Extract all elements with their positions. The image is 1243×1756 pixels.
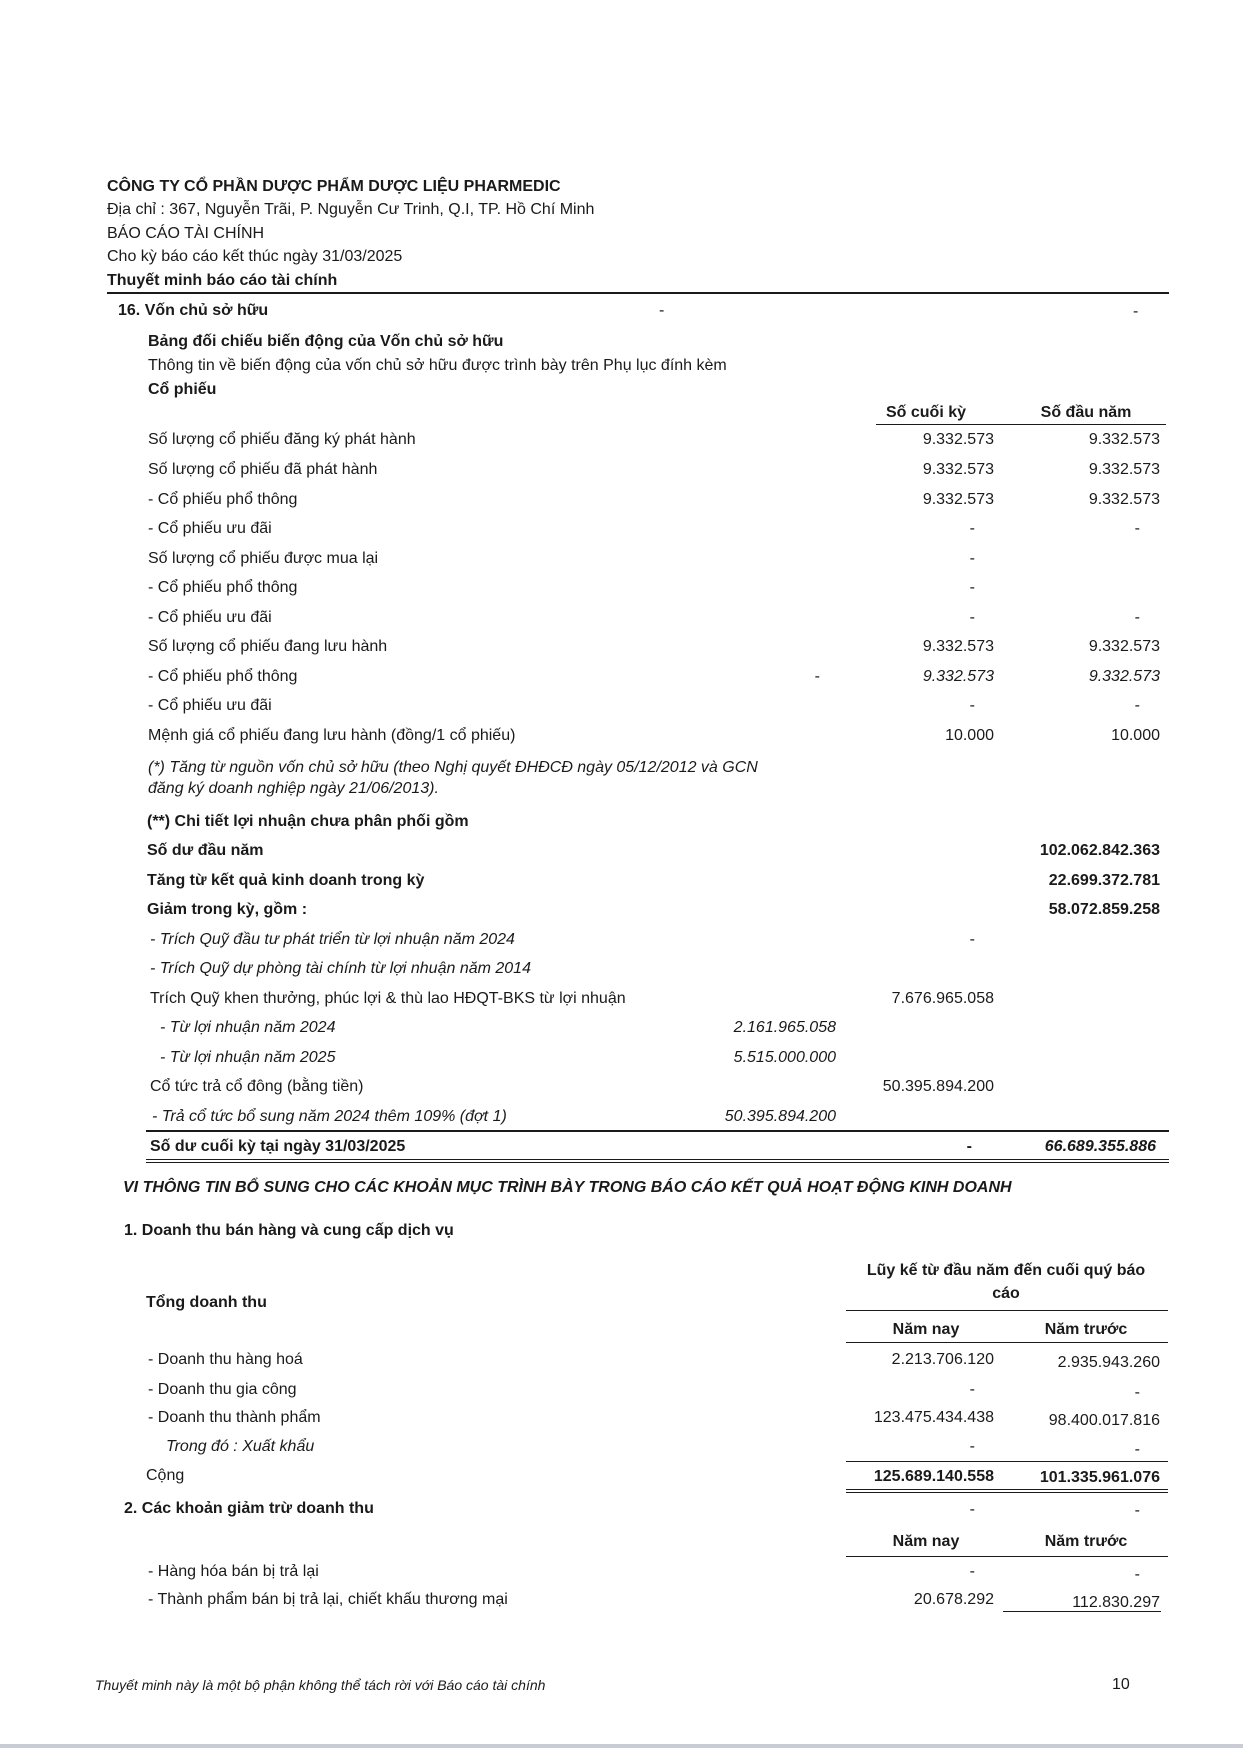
cumulative-header-line-1: Lũy kế từ đầu năm đến cuối quý báo xyxy=(866,1262,1146,1279)
revenue-row-previous-year: 2.935.943.260 xyxy=(1057,1354,1160,1371)
profit-row-label: Giảm trong kỳ, gồm : xyxy=(147,901,308,918)
profit-row-total-amount: 22.699.372.781 xyxy=(1048,872,1160,889)
revenue-row-label: - Doanh thu hàng hoá xyxy=(148,1351,303,1368)
revenue-sum-this-year: 125.689.140.558 xyxy=(873,1468,994,1485)
revenue-row-this-year: - xyxy=(969,1438,975,1455)
profit-row-period-amount: 50.395.894.200 xyxy=(882,1078,994,1095)
sum-rule-bottom-2 xyxy=(846,1492,1168,1493)
equity-reconciliation-text: Thông tin về biến động của vốn chủ sở hữu được trình bày trên Phụ lục đính kèm xyxy=(148,357,727,374)
note-2-heading: (**) Chi tiết lợi nhuận chưa phân phối gồm xyxy=(147,813,469,830)
shares-row-start: - xyxy=(1134,697,1140,714)
header-rule xyxy=(107,292,1169,294)
note-1-line-2: đăng ký doanh nghiệp ngày 21/06/2013). xyxy=(148,780,439,797)
shares-row-end: 9.332.573 xyxy=(922,638,994,655)
equity-reconciliation-heading: Bảng đối chiếu biến động của Vốn chủ sở hữu xyxy=(148,333,504,350)
heading-dash-right: - xyxy=(1133,303,1139,320)
report-period: Cho kỳ báo cáo kết thúc ngày 31/03/2025 xyxy=(107,248,403,265)
footer-note: Thuyết minh này là một bộ phận không thể tách rời với Báo cáo tài chính xyxy=(95,1677,546,1693)
heading-dash-mid: - xyxy=(659,302,665,319)
deduction-row-previous-year: - xyxy=(1134,1566,1140,1583)
deduction-row-this-year: 20.678.292 xyxy=(913,1591,994,1608)
shares-row-end: - xyxy=(969,520,975,537)
shares-row-end: 9.332.573 xyxy=(922,461,994,478)
profit-row-label: Cổ tức trả cổ đông (bằng tiền) xyxy=(150,1078,364,1095)
profit-row-label: Số dư đầu năm xyxy=(147,842,264,859)
col-header-end-of-period: Số cuối kỳ xyxy=(885,404,967,421)
report-title: BÁO CÁO TÀI CHÍNH xyxy=(107,225,265,242)
closing-rule-bottom-2 xyxy=(146,1162,1169,1163)
col-header-previous-year: Năm trước xyxy=(1044,1321,1128,1338)
shares-row-label: Số lượng cổ phiếu đăng ký phát hành xyxy=(148,431,416,448)
shares-row-label: - Cổ phiếu ưu đãi xyxy=(148,609,272,626)
shares-row-start: 9.332.573 xyxy=(1088,638,1160,655)
shares-row-label: Số lượng cổ phiếu đang lưu hành xyxy=(148,638,388,655)
deduction-row-label: - Thành phẩm bán bị trả lại, chiết khấu thương mại xyxy=(148,1591,508,1608)
revenue-row-this-year: - xyxy=(969,1381,975,1398)
revenue-row-label: - Doanh thu gia công xyxy=(148,1381,297,1398)
shares-row-label: - Cổ phiếu phổ thông xyxy=(148,579,298,596)
shares-row-label: Mệnh giá cổ phiếu đang lưu hành (đồng/1 cổ phiếu) xyxy=(148,727,516,744)
shares-row-end: 9.332.573 xyxy=(922,668,994,685)
shares-row-label: - Cổ phiếu ưu đãi xyxy=(148,697,272,714)
profit-row-label: Trích Quỹ khen thưởng, phúc lợi & thù lao HĐQT-BKS từ lợi nhuận xyxy=(150,990,626,1007)
shares-row-end: - xyxy=(969,550,975,567)
profit-row-label: Tăng từ kết quả kinh doanh trong kỳ xyxy=(147,872,425,889)
shares-row-label: - Cổ phiếu phổ thông xyxy=(148,491,298,508)
deductions-heading: 2. Các khoản giảm trừ doanh thu xyxy=(124,1500,374,1517)
revenue-row-label: Trong đó : Xuất khẩu xyxy=(166,1438,315,1455)
page-number: 10 xyxy=(1112,1676,1130,1693)
company-address: Địa chỉ : 367, Nguyễn Trãi, P. Nguyễn Cư Trinh, Q.I, TP. Hồ Chí Minh xyxy=(107,201,595,218)
profit-row-sub-amount: 50.395.894.200 xyxy=(724,1108,836,1125)
col-header-beginning-of-year: Số đầu năm xyxy=(1040,404,1132,421)
shares-heading: Cổ phiếu xyxy=(148,381,217,398)
shares-row-start: 9.332.573 xyxy=(1088,431,1160,448)
shares-row-start: - xyxy=(1134,609,1140,626)
profit-row-label: - Trích Quỹ dự phòng tài chính từ lợi nhuận năm 2014 xyxy=(150,960,531,977)
profit-row-label: - Trích Quỹ đầu tư phát triển từ lợi nhuận năm 2024 xyxy=(150,931,515,948)
section-title: Thuyết minh báo cáo tài chính xyxy=(107,272,338,289)
closing-rule-top xyxy=(146,1130,1169,1132)
profit-row-label: - Từ lợi nhuận năm 2024 xyxy=(160,1019,336,1036)
sum-rule-top xyxy=(846,1461,1168,1462)
note-1-line-1: (*) Tăng từ nguồn vốn chủ sở hữu (theo Nghị quyết ĐHĐCĐ ngày 05/12/2012 và GCN xyxy=(148,759,758,776)
revenue-sum-label: Cộng xyxy=(146,1467,185,1484)
revenue-row-this-year: 123.475.434.438 xyxy=(873,1409,994,1426)
shares-row-end: - xyxy=(969,579,975,596)
shares-row-end: 10.000 xyxy=(945,727,994,744)
revenue-row-previous-year: - xyxy=(1134,1441,1140,1458)
shares-row-start: 9.332.573 xyxy=(1088,461,1160,478)
deductions-col-this-year: Năm nay xyxy=(892,1533,960,1550)
cumulative-header-line-2: cáo xyxy=(992,1285,1020,1302)
revenue-row-label: - Doanh thu thành phẩm xyxy=(148,1409,321,1426)
revenue-heading: 1. Doanh thu bán hàng và cung cấp dịch vụ xyxy=(124,1222,454,1239)
shares-row-mid: - xyxy=(814,668,820,685)
col-header-this-year: Năm nay xyxy=(892,1321,960,1338)
closing-rule-bottom-1 xyxy=(146,1159,1169,1160)
shares-row-end: 9.332.573 xyxy=(922,431,994,448)
deduction-row-previous-year: 112.830.297 xyxy=(1072,1594,1160,1611)
deductions-header-rule xyxy=(846,1556,1168,1557)
profit-row-label: - Trả cổ tức bổ sung năm 2024 thêm 109% (đợt 1) xyxy=(152,1108,507,1125)
cumulative-header-rule xyxy=(846,1310,1168,1311)
profit-row-period-amount: 7.676.965.058 xyxy=(891,990,994,1007)
closing-balance-value: 66.689.355.886 xyxy=(1044,1138,1156,1155)
shares-row-start: 9.332.573 xyxy=(1088,491,1160,508)
total-revenue-label: Tổng doanh thu xyxy=(146,1294,267,1311)
shares-row-label: Số lượng cổ phiếu được mua lại xyxy=(148,550,379,567)
revenue-row-previous-year: 98.400.017.816 xyxy=(1048,1412,1160,1429)
col-header-rule-2 xyxy=(846,1342,1168,1343)
closing-balance-label: Số dư cuối kỳ tại ngày 31/03/2025 xyxy=(150,1138,406,1155)
company-name: CÔNG TY CỔ PHẦN DƯỢC PHẨM DƯỢC LIỆU PHARMEDIC xyxy=(107,178,561,195)
shares-row-start: 9.332.573 xyxy=(1088,668,1160,685)
revenue-row-previous-year: - xyxy=(1134,1384,1140,1401)
profit-row-period-amount: - xyxy=(969,931,975,948)
shares-row-label: Số lượng cổ phiếu đã phát hành xyxy=(148,461,378,478)
section-vi-heading: VI THÔNG TIN BỔ SUNG CHO CÁC KHOẢN MỤC TRÌNH BÀY TRONG BÁO CÁO KẾT QUẢ HOẠT ĐỘNG KINH DOANH xyxy=(123,1179,1012,1196)
shares-row-start: 10.000 xyxy=(1111,727,1160,744)
shares-row-start: - xyxy=(1134,520,1140,537)
deductions-col-previous-year: Năm trước xyxy=(1044,1533,1128,1550)
deduction-row-label: - Hàng hóa bán bị trả lại xyxy=(148,1563,319,1580)
profit-row-total-amount: 58.072.859.258 xyxy=(1048,901,1160,918)
profit-row-total-amount: 102.062.842.363 xyxy=(1039,842,1160,859)
shares-row-end: - xyxy=(969,609,975,626)
shares-row-label: - Cổ phiếu ưu đãi xyxy=(148,520,272,537)
shares-row-end: 9.332.573 xyxy=(922,491,994,508)
revenue-sum-previous-year: 101.335.961.076 xyxy=(1039,1469,1160,1486)
profit-row-sub-amount: 5.515.000.000 xyxy=(733,1049,836,1066)
shares-row-end: - xyxy=(969,697,975,714)
revenue-row-this-year: 2.213.706.120 xyxy=(891,1351,994,1368)
profit-row-label: - Từ lợi nhuận năm 2025 xyxy=(160,1049,336,1066)
col-header-rule xyxy=(876,424,1166,425)
sum-rule-bottom-1 xyxy=(846,1489,1168,1490)
profit-row-sub-amount: 2.161.965.058 xyxy=(733,1019,836,1036)
scan-edge xyxy=(0,1744,1243,1748)
deductions-this-year: - xyxy=(969,1501,975,1518)
section-16-heading: 16. Vốn chủ sở hữu xyxy=(118,302,269,319)
closing-balance-end: - xyxy=(966,1138,972,1155)
shares-row-label: - Cổ phiếu phổ thông xyxy=(148,668,298,685)
deduction-row-this-year: - xyxy=(969,1563,975,1580)
deductions-previous-year: - xyxy=(1134,1502,1140,1519)
